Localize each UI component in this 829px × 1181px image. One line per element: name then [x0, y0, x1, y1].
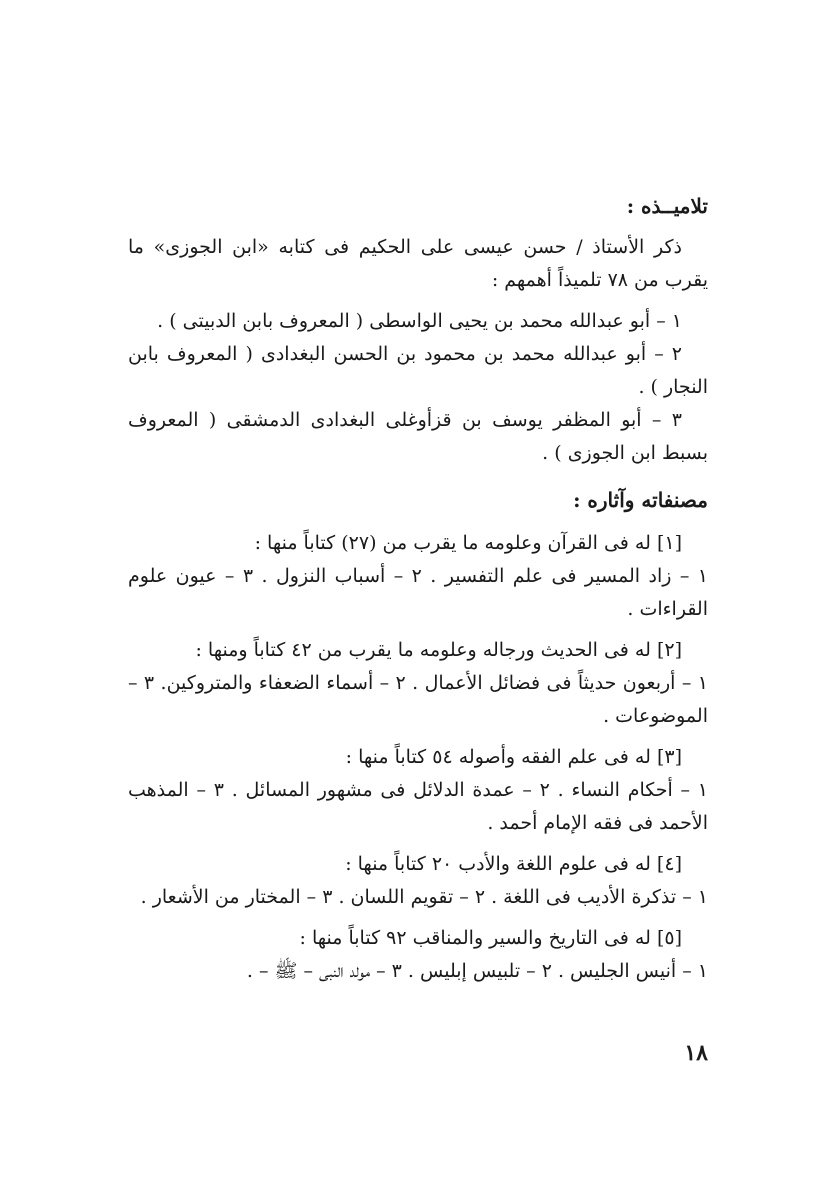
student-item-3: ٣ – أبو المظفر يوسف بن قزأوغلى البغدادى الدمشقى ( المعروف بسبط ابن الجوزى ) .	[128, 409, 708, 464]
works-group-4	[128, 848, 708, 914]
works-group-items: ١ – أحكام النساء . ٢ – عمدة الدلائل فى مشهور المسائل . ٣ – المذهب الأحمد فى فقه الإمام أحمد .	[128, 779, 709, 834]
students-heading: تلاميــذه :	[626, 194, 708, 218]
page-number: ١٨	[684, 1040, 708, 1066]
student-item-1: ١ – أبو عبدالله محمد بن يحيى الواسطى ( المعروف بابن الدبيتى ) .	[157, 310, 682, 332]
works-group-5	[128, 922, 708, 988]
works-group-items: ١ – أنيس الجليس . ٢ – تلبيس إبليس . ٣ – مولد النبى – ﷺ – .	[246, 960, 708, 982]
works-group-title: [٥] له فى التاريخ والسير والمناقب ٩٢ كتاباً منها :	[299, 927, 682, 949]
works-group-title: [٣] له فى علم الفقه وأصوله ٥٤ كتاباً منها :	[345, 746, 682, 768]
works-group-title: [٢] له فى الحديث ورجاله وعلومه ما يقرب من ٤٢ كتاباً ومنها :	[195, 639, 682, 661]
spacer	[128, 733, 708, 741]
works-heading: مصنفاته وآثاره :	[573, 488, 708, 512]
works-group-2	[128, 634, 708, 733]
works-group-3	[128, 741, 708, 840]
spacer	[128, 297, 708, 305]
spacer	[128, 626, 708, 634]
works-group-items: ١ – زاد المسير فى علم التفسير . ٢ – أسباب النزول . ٣ – عيون علوم القراءات .	[128, 565, 708, 620]
works-group-items: ١ – تذكرة الأديب فى اللغة . ٢ – تقويم اللسان . ٣ – المختار من الأشعار .	[140, 886, 708, 908]
works-group-title: [٤] له فى علوم اللغة والأدب ٢٠ كتاباً منها :	[345, 853, 682, 875]
works-group-1	[128, 527, 708, 626]
spacer	[128, 840, 708, 848]
works-group-title: [١] له فى القرآن وعلومه ما يقرب من (٢٧) كتاباً منها :	[254, 532, 682, 554]
student-item-2: ٢ – أبو عبدالله محمد بن محمود بن الحسن البغدادى ( المعروف بابن النجار ) .	[128, 343, 708, 398]
students-intro: ذكر الأستاذ / حسن عيسى على الحكيم فى كتابه «ابن الجوزى» ما يقرب من ٧٨ تلميذاً أهمهم :	[128, 236, 708, 291]
works-group-items: ١ – أربعون حديثاً فى فضائل الأعمال . ٢ – أسماء الضعفاء والمتروكين. ٣ – الموضوعات .	[128, 672, 708, 727]
page-body	[128, 190, 708, 988]
spacer	[128, 914, 708, 922]
